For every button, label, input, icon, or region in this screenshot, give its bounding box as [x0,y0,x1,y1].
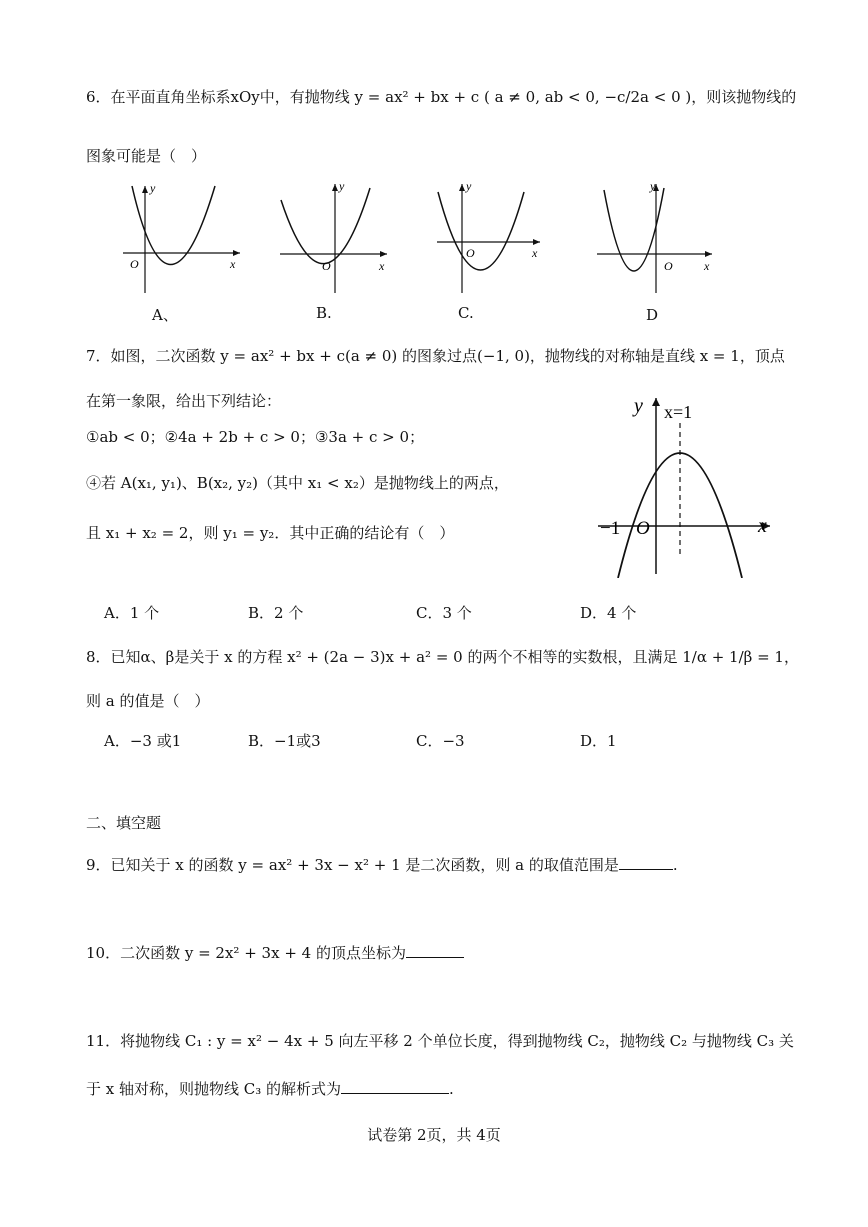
q10-line [86,942,464,964]
q6d-origin-label: O [664,259,673,273]
q6-graph-d [592,178,720,298]
q7-line3: ①ab < 0；②4a + 2b + c > 0；③3a + c > 0； [86,428,425,446]
q7-y-label: y [634,395,643,417]
q7-option-d[interactable]: D．4 个 [580,604,637,622]
q6-option-c[interactable]: C. [458,304,474,322]
q6b-x-label: x [379,259,385,273]
q7-graph [592,388,788,578]
q6-option-d[interactable]: D [646,306,659,324]
q7-option-b[interactable]: B．2 个 [248,604,304,622]
q6-option-a[interactable]: A、 [152,306,178,324]
q7-line1: 7．如图，二次函数 y = ax² + bx + c(a ≠ 0) 的图象过点(−1, 0)，抛物线的对称轴是直线 x = 1，顶点 [86,347,785,365]
q6-graph-c [432,178,552,298]
q6d-y-label: y [650,179,656,193]
q6c-origin-label: O [466,246,475,260]
section-title: 二、填空题 [86,814,162,832]
q6b-origin-label: O [322,259,331,273]
q6c-x-label: x [532,246,538,260]
q6b-y-label: y [339,179,345,193]
q11-line1: 11．将抛物线 C₁ : y = x² − 4x + 5 向左平移 2 个单位长度，得到抛物线 C₂，抛物线 C₂ 与抛物线 C₃ 关 [86,1032,794,1050]
q6-graph-a [118,178,248,298]
q11-answer-blank[interactable] [341,1079,449,1094]
q6d-x-label: x [704,259,710,273]
q7-line2: 在第一象限，给出下列结论： [86,392,282,410]
q6c-y-label: y [466,179,472,193]
q9-line [86,854,678,876]
q6-line1: 6．在平面直角坐标系xOy中，有抛物线 y = ax² + bx + c ( a ≠ 0, ab < 0, −c/2a < 0 )，则该抛物线的 [86,88,797,106]
q8-option-c[interactable]: C．−3 [416,732,465,750]
q8-option-b[interactable]: B．−1或3 [248,732,321,750]
q9-text: 9．已知关于 x 的函数 y = ax² + 3x − x² + 1 是二次函数，则 a 的取值范围是 [86,856,619,874]
q10-answer-blank[interactable] [406,943,464,958]
q11-line2-wrap [86,1078,454,1100]
q7-minus-one-label: −1 [600,518,621,539]
q10-text: 10．二次函数 y = 2x² + 3x + 4 的顶点坐标为 [86,944,406,962]
q11-line2: 于 x 轴对称，则抛物线 C₃ 的解析式为 [86,1080,342,1098]
q6-line2: 图象可能是（ ） [86,147,207,165]
q8-line1: 8．已知α、β是关于 x 的方程 x² + (2a − 3)x + a² = 0 的两个不相等的实数根，且满足 1/α + 1/β = 1， [86,648,799,666]
q11-end: . [449,1080,454,1098]
q7-option-c[interactable]: C．3 个 [416,604,472,622]
q8-option-a[interactable]: A．−3 或1 [104,732,182,750]
q7-axis-label: x=1 [664,402,693,422]
q7-line4: ④若 A(x₁, y₁)、B(x₂, y₂)（其中 x₁ < x₂）是抛物线上的两点， [86,474,509,492]
q7-origin-label: O [636,518,650,539]
q6a-origin-label: O [130,257,139,271]
q6-graph-b [275,178,395,298]
q6a-y-label: y [150,181,156,195]
q8-line2: 则 a 的值是（ ） [86,692,210,710]
q6-option-b[interactable]: B. [316,304,332,322]
q7-option-a[interactable]: A．1 个 [104,604,160,622]
q7-x-label: x [758,515,767,537]
q8-option-d[interactable]: D．1 [580,732,617,750]
q7-line5: 且 x₁ + x₂ = 2，则 y₁ = y₂．其中正确的结论有（ ） [86,524,455,542]
q9-answer-blank[interactable] [619,855,673,870]
page-footer: 试卷第 2页，共 4页 [367,1126,501,1144]
q9-end: . [672,856,678,874]
q6a-x-label: x [230,257,236,271]
